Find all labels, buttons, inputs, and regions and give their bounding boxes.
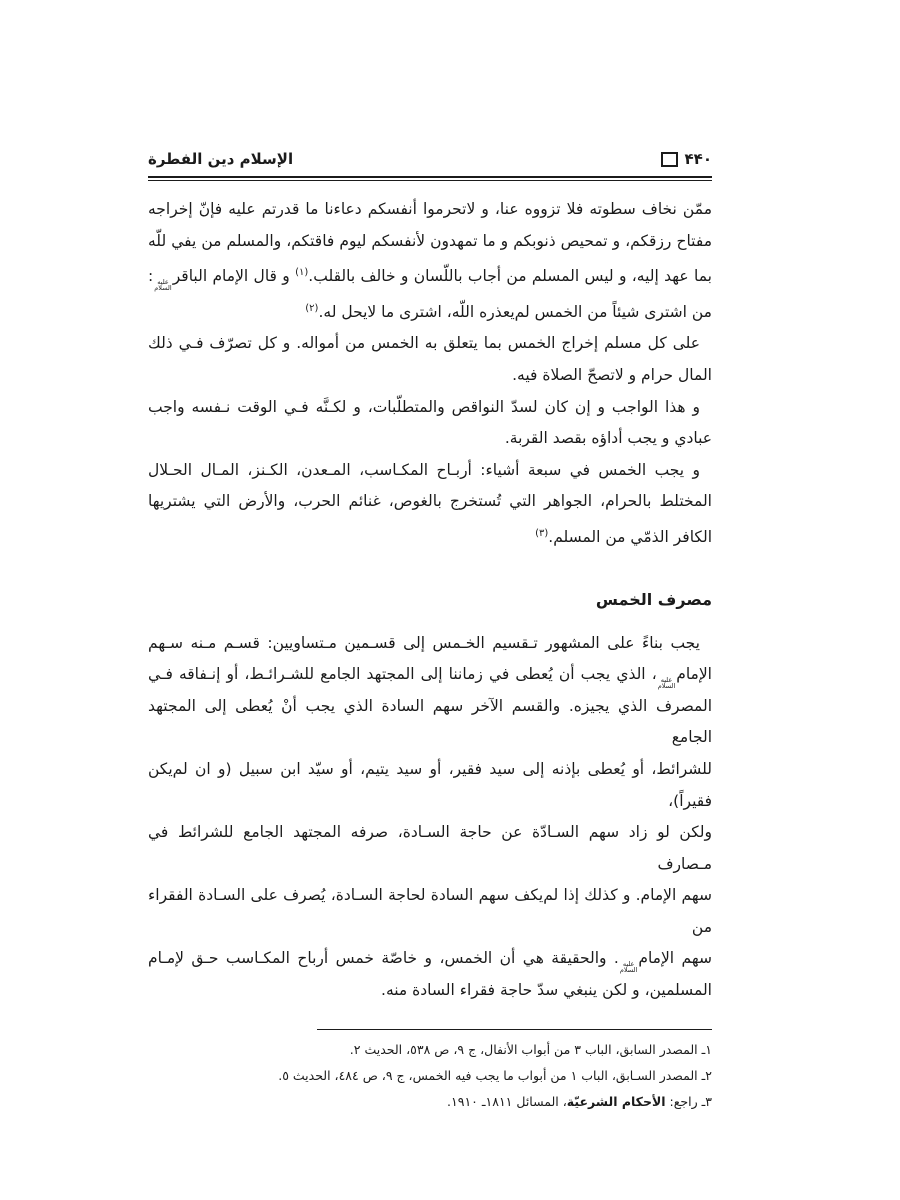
footnote-separator-rule <box>317 1029 712 1030</box>
page-number: ۴۴۰ <box>684 150 712 168</box>
text-run: للشرائط، أو يُعطى بإذنه إلى سيد فقير، أو سيد يتيم، أو سيّد ابن سبيل (و ان لم‌يكن فقيراً)، <box>148 759 712 810</box>
footnote-marker: (٢) <box>305 302 319 314</box>
text-line <box>148 392 712 424</box>
text-run: : <box>148 267 154 286</box>
text-line <box>148 257 712 293</box>
text-run: . والحقيقة هي أن الخمس، و خاصّة خمس أرباح المكـاسب حـق لإمـام <box>148 949 619 968</box>
paragraph <box>148 628 712 1007</box>
page-number-block <box>661 150 712 168</box>
footnote-marker: (١) <box>295 267 309 279</box>
page-content <box>148 0 712 1115</box>
text-run: ممّن نخاف سطوته فلا تزووه عنا، و لاتحرموا أنفسكم دعاءنا ما قدرتم عليه فإنّ إخراجه <box>148 200 712 218</box>
text-line <box>148 975 712 1007</box>
bold-text: الأحكام الشرعيّة <box>566 1093 666 1109</box>
text-run: المسلمين، و لكن ينبغي سدّ حاجة فقراء السادة منه. <box>381 981 712 1000</box>
text-line <box>148 754 712 817</box>
paragraph <box>148 194 712 328</box>
text-run: ١ـ المصدر السابق، الباب ٣ من أبواب الأنفال، ج ٩، ص ٥٣٨، الحديث ٢. <box>349 1041 712 1057</box>
text-run: سهم الإمام. و كذلك إذا لم‌يكف سهم السادة لحاجة السـادة، يُصرف على السـادة الفقراء من <box>148 886 712 936</box>
text-run: و يجب الخمس في سبعة أشياء: أربـاح المكـاسب، المـعدن، الكـنز، المـال الحـلال <box>148 460 700 479</box>
text-line <box>148 423 712 455</box>
honorific-part: السلام <box>619 966 638 975</box>
text-run: المختلط بالحرام، الجواهر التي تُستخرج بالغوص، غنائم الحرب، والأرض التي يشتريها <box>148 492 712 511</box>
paragraph <box>148 328 712 391</box>
text-run: ولكن لو زاد سهم السـادّة عن حاجة السـادة، صرفه المجتهد الجامع للشرائط في مـصارف <box>148 823 712 873</box>
paragraph <box>148 392 712 455</box>
text-run: من اشترى شيئاً من الخمس لم‌يعذره اللّه، اشترى ما لايحل له. <box>318 302 712 321</box>
honorific-part: عليه <box>660 676 673 685</box>
honorific-symbol <box>154 279 172 291</box>
text-line <box>148 943 712 975</box>
text-run: و هذا الواجب و إن كان لسدّ النواقص والمتطلّبات، و لكـنَّه فـي الوقت نـفسه واجب <box>148 397 700 416</box>
honorific-symbol <box>658 677 676 689</box>
text-run: ٢ـ المصدر السـابق، الباب ١ من أبواب ما يجب فيه الخمس، ج ٩، ص ٤٨٤، الحديث ٥. <box>278 1067 712 1083</box>
page-marker-square-icon <box>661 152 678 167</box>
text-line <box>148 880 712 943</box>
text-run: المال حرام و لاتصحّ الصلاة فيه. <box>512 365 712 384</box>
text-line <box>148 817 712 880</box>
text-line <box>148 360 712 392</box>
footnote-marker: (٣) <box>535 527 549 539</box>
text-run: ، المسائل ١٨١١ـ ١٩١٠. <box>447 1093 567 1109</box>
text-run: و قال الإمام الباقر <box>172 267 296 286</box>
text-line <box>148 455 712 487</box>
text-run: الكافر الذمّي من المسلم. <box>548 527 712 546</box>
footnotes <box>148 1029 712 1115</box>
text-line <box>148 194 712 226</box>
text-line <box>148 691 712 754</box>
text-run: على كل مسلم إخراج الخمس بما يتعلق به الخمس من أمواله. و كل تصرّف فـي ذلك <box>148 334 700 353</box>
text-run: المصرف الذي يجيزه. والقسم الآخر سهم السادة الذي يجب أنْ يُعطى إلى المجتهد الجامع <box>148 696 712 747</box>
text-run: بما عهد إليه، و ليس المسلم من أجاب باللّسان و خالف بالقلب. <box>308 267 712 286</box>
text-run: عبادي و يجب أداؤه بقصد القربة. <box>504 429 712 448</box>
text-line <box>148 659 712 691</box>
honorific-part: السلام <box>657 682 676 691</box>
text-run: مفتاح رزقكم، و تمحيص ذنوبكم و ما تمهدون لأنفسكم ليوم فاقتكم، والمسلم من يفي للّه <box>148 231 712 250</box>
text-line <box>148 486 712 518</box>
paragraph <box>148 455 712 554</box>
honorific-part: السلام <box>154 284 172 293</box>
text-run: سهم الإمام <box>638 949 712 968</box>
honorific-symbol <box>620 961 638 973</box>
honorific-part: عليه <box>622 960 635 969</box>
footnote <box>148 1037 712 1063</box>
footnote <box>148 1089 712 1115</box>
section-heading: مصرف الخمس <box>595 589 712 609</box>
text-run: ، الذي يجب أن يُعطى في زماننا إلى المجتهد الجامع للشـرائـط، أو إنـفاقه فـي <box>148 665 657 684</box>
body-text <box>148 194 712 1007</box>
text-run: يجب بناءً على المشهور تـقسيم الخـمس إلى قسـمين مـتساويين: قسـم مـنه سـهم <box>148 633 700 652</box>
page-header <box>148 150 712 168</box>
text-line <box>148 226 712 258</box>
text-line <box>148 328 712 360</box>
footnote <box>148 1063 712 1089</box>
text-run: ٣ـ راجع: <box>665 1093 712 1109</box>
text-run: الإمام <box>676 665 712 684</box>
footnote-list <box>148 1037 712 1115</box>
book-title: الإسلام دين الفطرة <box>148 150 294 168</box>
honorific-part: عليه <box>157 278 169 287</box>
text-line <box>148 628 712 660</box>
text-line <box>148 293 712 329</box>
header-rule <box>148 176 712 181</box>
text-line <box>148 518 712 554</box>
